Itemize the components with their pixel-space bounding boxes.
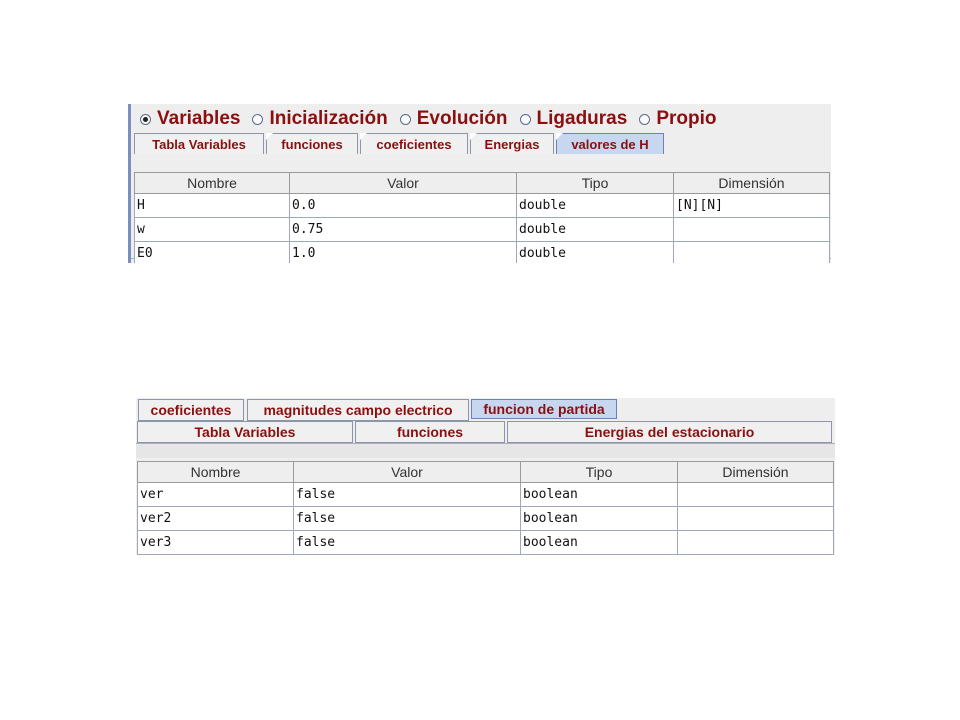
tab-valores-de-h[interactable]: valores de H <box>556 133 664 154</box>
radio-label: Ligaduras <box>536 108 628 129</box>
table-header-row <box>135 173 830 194</box>
table-row[interactable] <box>138 531 834 555</box>
cell-valor[interactable]: false <box>294 507 521 531</box>
variables-table-h <box>134 172 830 266</box>
cell-dimension[interactable] <box>674 242 830 266</box>
section-radio-group <box>140 106 729 132</box>
table-row[interactable] <box>135 194 830 218</box>
column-header-tipo[interactable]: Tipo <box>521 462 678 483</box>
cell-tipo[interactable]: double <box>517 242 674 266</box>
cell-nombre[interactable]: w <box>135 218 290 242</box>
radio-evolucion[interactable] <box>400 108 508 130</box>
cell-tipo[interactable]: boolean <box>521 531 678 555</box>
crop-mask <box>120 263 840 303</box>
tab-energias-del-estacionario[interactable]: Energias del estacionario <box>507 421 832 443</box>
radio-unchecked-icon[interactable] <box>639 114 650 125</box>
tab-funcion-de-partida[interactable]: funcion de partida <box>471 399 617 419</box>
table-row[interactable] <box>135 218 830 242</box>
tab-coeficientes[interactable]: coeficientes <box>138 399 244 421</box>
cell-nombre[interactable]: H <box>135 194 290 218</box>
variables-tab-bar <box>134 133 666 154</box>
radio-label: Propio <box>656 108 717 129</box>
column-header-valor[interactable]: Valor <box>290 173 517 194</box>
radio-unchecked-icon[interactable] <box>520 114 531 125</box>
cell-dimension[interactable] <box>674 218 830 242</box>
cell-valor[interactable]: 1.0 <box>290 242 517 266</box>
panel-border <box>128 104 131 263</box>
column-header-tipo[interactable]: Tipo <box>517 173 674 194</box>
radio-variables[interactable] <box>140 108 240 130</box>
column-header-valor[interactable]: Valor <box>294 462 521 483</box>
column-header-nombre[interactable]: Nombre <box>135 173 290 194</box>
radio-inicializacion[interactable] <box>252 108 387 130</box>
tab-tabla-variables[interactable]: Tabla Variables <box>134 133 264 154</box>
tab-tabla-variables[interactable]: Tabla Variables <box>137 421 353 443</box>
cell-tipo[interactable]: double <box>517 194 674 218</box>
radio-checked-icon[interactable] <box>140 114 151 125</box>
cell-dimension[interactable] <box>678 483 834 507</box>
table-row[interactable] <box>138 483 834 507</box>
cell-valor[interactable]: 0.0 <box>290 194 517 218</box>
cell-tipo[interactable]: boolean <box>521 483 678 507</box>
radio-label: Inicialización <box>269 108 388 129</box>
radio-label: Evolución <box>416 108 508 129</box>
tab-coeficientes[interactable]: coeficientes <box>360 133 468 154</box>
cell-dimension[interactable]: [N][N] <box>674 194 830 218</box>
cell-valor[interactable]: false <box>294 483 521 507</box>
tab-funciones[interactable]: funciones <box>355 421 505 443</box>
cell-dimension[interactable] <box>678 507 834 531</box>
radio-ligaduras[interactable] <box>520 108 628 130</box>
table-row[interactable] <box>135 242 830 266</box>
column-header-nombre[interactable]: Nombre <box>138 462 294 483</box>
radio-propio[interactable] <box>639 108 716 130</box>
radio-unchecked-icon[interactable] <box>252 114 263 125</box>
panel-separator <box>136 444 835 458</box>
tab-energias[interactable]: Energias <box>470 133 554 154</box>
table-header-row <box>138 462 834 483</box>
cell-nombre[interactable]: ver2 <box>138 507 294 531</box>
table-row[interactable] <box>138 507 834 531</box>
radio-unchecked-icon[interactable] <box>400 114 411 125</box>
tab-magnitudes-campo-electrico[interactable]: magnitudes campo electrico <box>247 399 469 421</box>
cell-tipo[interactable]: double <box>517 218 674 242</box>
cell-valor[interactable]: false <box>294 531 521 555</box>
cell-dimension[interactable] <box>678 531 834 555</box>
cell-nombre[interactable]: ver3 <box>138 531 294 555</box>
radio-label: Variables <box>157 108 241 129</box>
cell-tipo[interactable]: boolean <box>521 507 678 531</box>
tab-funciones[interactable]: funciones <box>266 133 358 154</box>
cell-nombre[interactable]: ver <box>138 483 294 507</box>
cell-nombre[interactable]: E0 <box>135 242 290 266</box>
cell-valor[interactable]: 0.75 <box>290 218 517 242</box>
variables-table-ver <box>137 461 834 555</box>
column-header-dimension[interactable]: Dimensión <box>678 462 834 483</box>
column-header-dimension[interactable]: Dimensión <box>674 173 830 194</box>
